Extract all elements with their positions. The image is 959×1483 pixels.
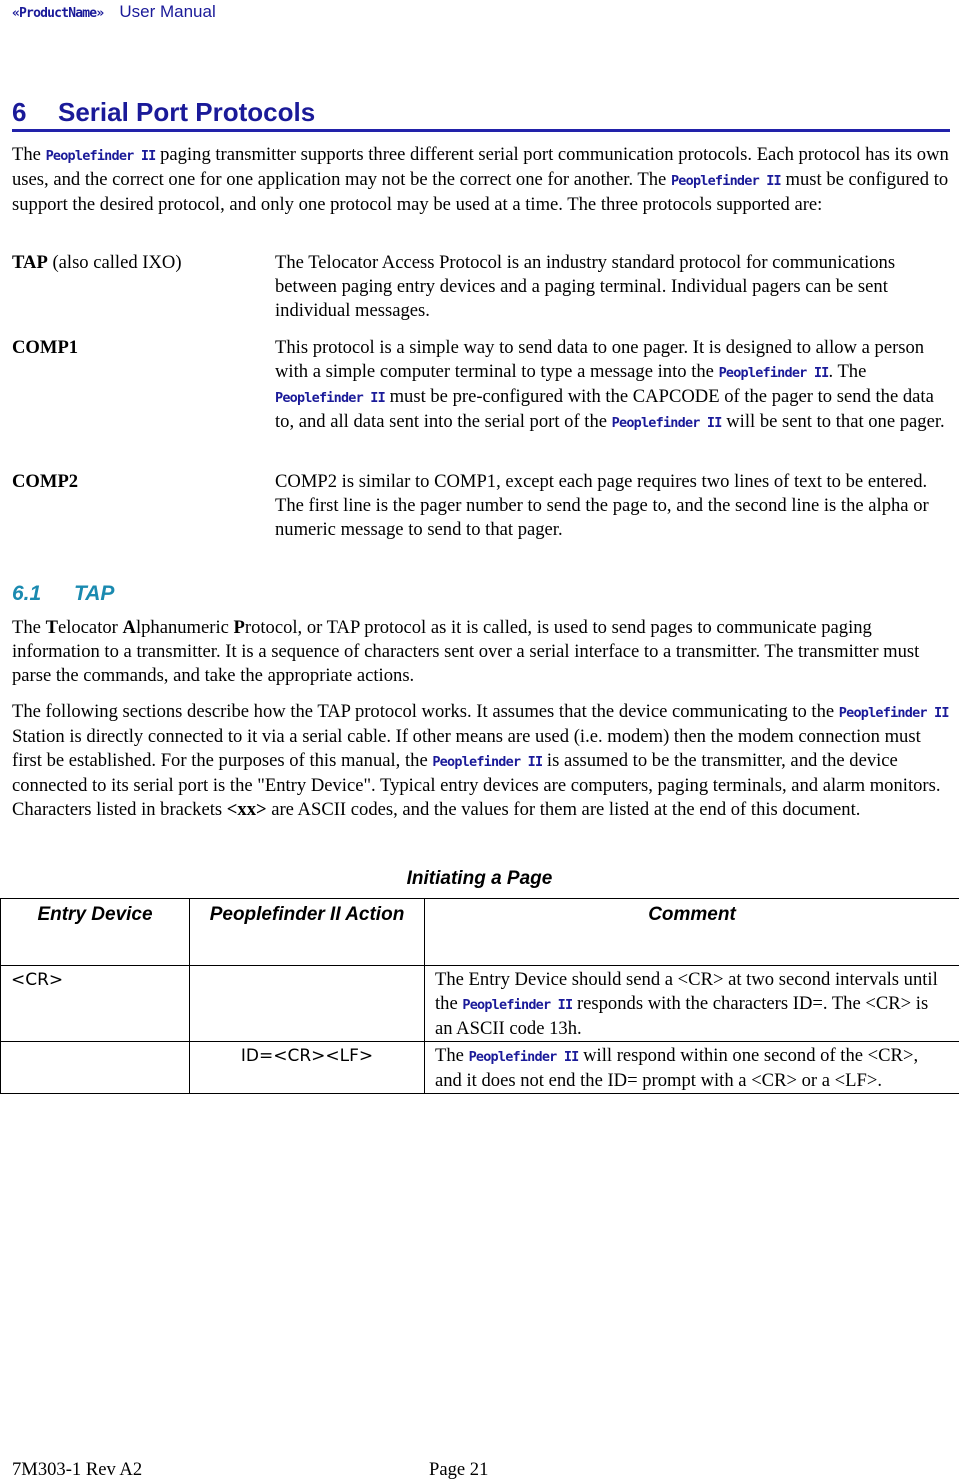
product-name: Peoplefinder II	[670, 173, 781, 189]
product-name: Peoplefinder II	[462, 997, 573, 1013]
section-heading	[12, 96, 950, 132]
section-title: Serial Port Protocols	[58, 97, 316, 127]
protocol-term: COMP2	[12, 471, 79, 492]
tap-description-paragraph: The following sections describe how the TAP protocol works. It assumes that the device communicating to the Peoplefinder II Station is directly connected to it via a serial cable. If other means are used (i.e. modem) then the modem connection must first be established. For the purposes of this manual, the Peoplefinder II is assumed to be the transmitter, and the device connected to its serial port is the "Entry Device". Typical entry devices are computers, paging terminals, and alarm monitors. Characters listed in brackets <xx> are ASCII codes, and the values for them are listed at the end of this document.	[12, 701, 949, 820]
footer-page-number: Page 21	[429, 1459, 489, 1480]
product-name: Peoplefinder II	[432, 754, 543, 770]
section-number: 6	[12, 97, 27, 127]
protocol-tap	[12, 251, 952, 323]
protocol-description: The Telocator Access Protocol is an industry standard protocol for communications between paging entry devices and a paging terminal. Individual pagers can be sent individual messages.	[275, 252, 896, 321]
protocol-comp1	[12, 336, 952, 435]
product-name: Peoplefinder II	[275, 390, 385, 406]
protocol-term: TAP (also called IXO)	[12, 252, 182, 273]
product-name: Peoplefinder II	[838, 705, 949, 721]
action-cell: ID=<CR><LF>	[190, 1042, 425, 1094]
table-caption: Initiating a Page	[406, 868, 553, 889]
entry-device-cell: <CR>	[1, 966, 190, 1042]
protocol-comp2	[12, 470, 952, 542]
action-cell	[190, 966, 425, 1042]
column-header: Comment	[425, 899, 959, 966]
entry-device-cell	[1, 1042, 190, 1094]
subsection-heading	[12, 581, 114, 607]
product-name: Peoplefinder II	[611, 415, 722, 431]
subsection-number: 6.1	[12, 582, 42, 605]
protocol-description: COMP2 is similar to COMP1, except each page requires two lines of text to be entered. The first line is the pager number to send the page to, and the second line is the alpha or numeric message to send to that pager.	[275, 471, 929, 540]
column-header: Peoplefinder II Action	[190, 899, 425, 966]
comment-cell: The Peoplefinder II will respond within one second of the <CR>, and it does not end the ID= prompt with a <CR> or a <LF>.	[425, 1042, 959, 1094]
protocol-description: This protocol is a simple way to send data to one pager. It is designed to allow a person with a simple computer terminal to type a message into the Peoplefinder II. The Peoplefinder II must be pre-configured with the CAPCODE of the pager to send the data to, and all data sent into the serial port of the Peoplefinder II will be sent to that one pager.	[275, 337, 945, 432]
subsection-title: TAP	[74, 582, 115, 605]
product-name-placeholder: «ProductName»	[12, 6, 104, 21]
column-header: Entry Device	[1, 899, 190, 966]
product-name: Peoplefinder II	[718, 365, 829, 381]
manual-label: User Manual	[119, 2, 216, 21]
page-header	[12, 0, 216, 24]
table-row	[1, 1042, 959, 1094]
protocol-term: COMP1	[12, 337, 79, 358]
footer-doc-id: 7M303-1 Rev A2	[12, 1459, 143, 1480]
product-name: Peoplefinder II	[468, 1049, 579, 1065]
comment-cell: The Entry Device should send a <CR> at two second intervals until the Peoplefinder II responds with the characters ID=. The <CR> is an ASCII code 13h.	[425, 966, 959, 1042]
table-header-row	[1, 899, 959, 966]
initiating-page-table	[0, 898, 959, 1094]
tap-intro-paragraph: The Telocator Alphanumeric Protocol, or TAP protocol as it is called, is used to send pages to communicate paging information to a transmitter. It is a sequence of characters sent over a serial interface to a transmitter. The transmitter must parse the commands, and take the appropriate actions.	[12, 617, 920, 686]
product-name: Peoplefinder II	[45, 148, 156, 164]
intro-paragraph: The Peoplefinder II paging transmitter supports three different serial port communication protocols. Each protocol has its own uses, and the correct one for one application may not be the correct one for another. The Peoplefinder II must be configured to support the desired protocol, and only one protocol may be used at a time. The three protocols supported are:	[12, 144, 949, 215]
table-row	[1, 966, 959, 1042]
